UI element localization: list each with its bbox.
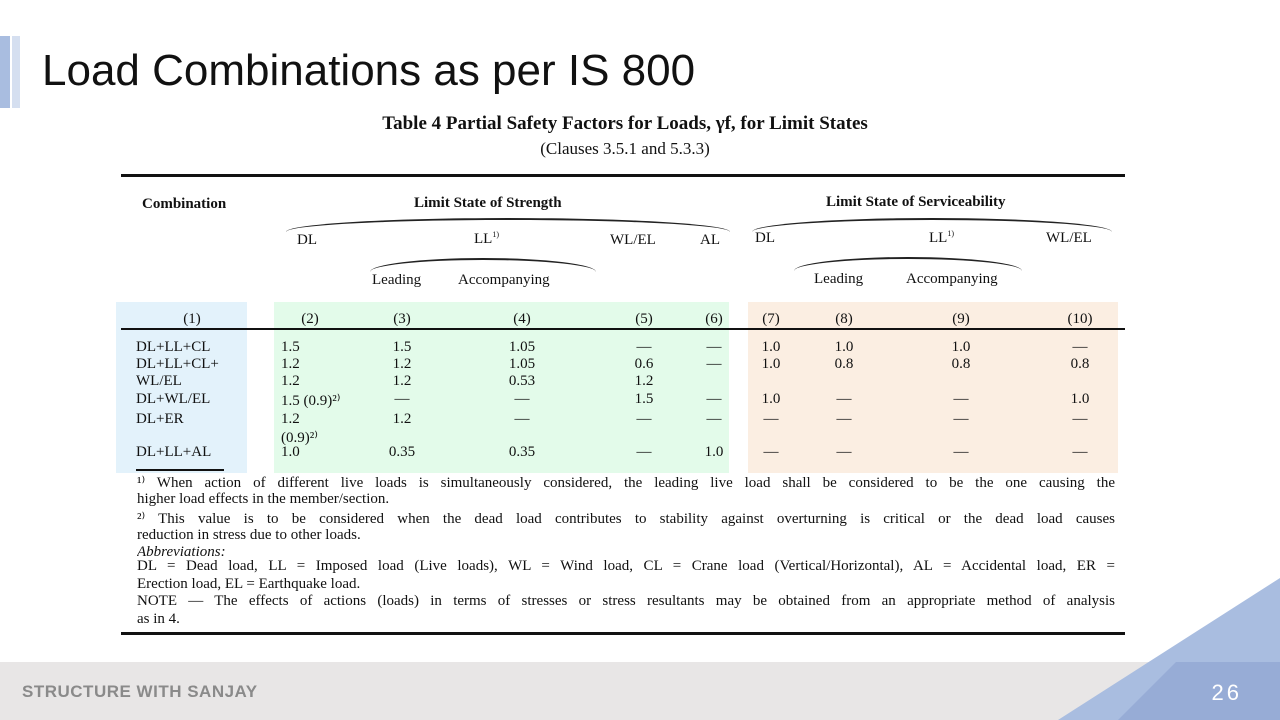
factor-cell: 1.5 — [634, 391, 654, 407]
strength-brace — [286, 218, 730, 232]
factor-cell: — — [706, 391, 722, 407]
factor-cell: 1.0 — [1070, 391, 1090, 407]
factor-cell: — — [394, 391, 410, 407]
factor-cell: 1.05 — [508, 339, 536, 355]
factor-cell: — — [953, 444, 969, 460]
column-number: (1) — [183, 311, 201, 327]
column-number: (4) — [513, 311, 531, 327]
footnote-line: ¹⁾ When action of different live loads is simultaneously considered, the leading live load shall be considered to be the one causing the — [137, 475, 1115, 491]
service-wlel: WL/EL — [1046, 230, 1092, 246]
corner-decoration — [1058, 578, 1280, 720]
combination-cell: DL+LL+CL+ — [136, 356, 219, 372]
combination-cell: DL+LL+AL — [136, 444, 212, 460]
ll-label: LL — [929, 230, 948, 246]
header-rule — [121, 328, 1125, 330]
table-title: Table 4 Partial Safety Factors for Loads, γf, for Limit States — [382, 113, 868, 134]
factor-cell: — — [636, 411, 652, 427]
slide-number: 26 — [1211, 680, 1242, 705]
service-ll-brace — [794, 257, 1022, 271]
factor-cell: 0.8 — [951, 356, 971, 372]
footnote-line: ²⁾ This value is to be considered when the dead load contributes to stability against overturning is critical or the dead load causes — [137, 511, 1115, 527]
column-number: (5) — [635, 311, 653, 327]
factor-cell: — — [953, 391, 969, 407]
bottom-rule — [121, 632, 1125, 635]
factor-cell: 1.5 — [392, 339, 412, 355]
combination-header: Combination — [142, 196, 227, 212]
factor-cell: — — [636, 444, 652, 460]
strength-wlel: WL/EL — [610, 232, 656, 248]
factor-cell: 0.8 — [834, 356, 854, 372]
column-number: (9) — [952, 311, 970, 327]
column-number: (7) — [762, 311, 780, 327]
strength-leading: Leading — [372, 272, 422, 288]
short-rule — [136, 469, 224, 471]
strength-ll-brace — [370, 258, 596, 272]
factor-cell: — — [706, 339, 722, 355]
footnote-line: reduction in stress due to other loads. — [137, 527, 361, 543]
factor-cell: — — [636, 339, 652, 355]
factor-cell: — — [1072, 444, 1088, 460]
column-number: (10) — [1067, 311, 1093, 327]
factor-cell: 1.2 — [392, 356, 412, 372]
factor-cell: — — [763, 411, 779, 427]
combination-cell: DL+WL/EL — [136, 391, 211, 407]
factor-cell: 1.2 — [634, 373, 654, 389]
combination-cell: WL/EL — [136, 373, 182, 389]
column-number: (6) — [705, 311, 723, 327]
factor-cell: 0.35 — [388, 444, 416, 460]
factor-cell: — — [1072, 411, 1088, 427]
top-rule — [121, 174, 1125, 177]
factor-cell: 1.2 — [281, 411, 300, 427]
factor-cell: — — [953, 411, 969, 427]
factor-cell: 1.2 — [281, 356, 300, 372]
service-ll — [929, 229, 954, 247]
factor-cell: — — [706, 356, 722, 372]
factor-cell: 1.0 — [761, 339, 781, 355]
strength-dl: DL — [297, 232, 317, 248]
factor-cell: — — [514, 391, 530, 407]
factor-cell: 0.8 — [1070, 356, 1090, 372]
table-subtitle: (Clauses 3.5.1 and 5.3.3) — [540, 139, 710, 158]
column-number: (8) — [835, 311, 853, 327]
factor-cell: 1.2 — [392, 411, 412, 427]
factor-cell: — — [836, 444, 852, 460]
factor-cell: 1.0 — [834, 339, 854, 355]
factor-cell: — — [836, 391, 852, 407]
slide-title: Load Combinations as per IS 800 — [42, 46, 696, 95]
strength-header: Limit State of Strength — [414, 195, 562, 211]
factor-cell: 1.0 — [704, 444, 724, 460]
factor-cell: 0.53 — [508, 373, 536, 389]
factor-cell: 1.5 — [281, 339, 300, 355]
ll-footnote: 1) — [492, 230, 499, 239]
footnote-line: Erection load, EL = Earthquake load. — [137, 576, 361, 592]
title-accent-bar — [0, 36, 10, 108]
factor-cell: 1.0 — [761, 391, 781, 407]
service-accompanying: Accompanying — [906, 271, 998, 287]
column-number: (2) — [301, 311, 319, 327]
service-leading: Leading — [814, 271, 864, 287]
factor-cell: — — [836, 411, 852, 427]
footnote-line: DL = Dead load, LL = Imposed load (Live loads), WL = Wind load, CL = Crane load (Vertical/Horizontal), AL = Accidental load, ER = — [137, 558, 1115, 574]
strength-al: AL — [700, 232, 720, 248]
strength-accompanying: Accompanying — [458, 272, 550, 288]
footnote-line: as in 4. — [137, 611, 180, 627]
footnote-line: higher load effects in the member/section. — [137, 491, 390, 507]
factor-cell: 0.35 — [508, 444, 536, 460]
factor-cell: (0.9)²⁾ — [281, 430, 318, 446]
service-dl: DL — [755, 230, 775, 246]
factor-cell: 1.0 — [951, 339, 971, 355]
strength-ll — [474, 230, 499, 248]
ll-footnote: 1) — [947, 229, 954, 238]
factor-cell: — — [763, 444, 779, 460]
factor-cell: — — [1072, 339, 1088, 355]
factor-cell: — — [514, 411, 530, 427]
factor-cell: 1.05 — [508, 356, 536, 372]
factor-cell: 1.2 — [281, 373, 300, 389]
serviceability-header: Limit State of Serviceability — [826, 194, 1006, 210]
factor-cell: 1.2 — [392, 373, 412, 389]
factor-cell: — — [706, 411, 722, 427]
ll-label: LL — [474, 231, 493, 247]
factor-cell: 1.5 (0.9)²⁾ — [281, 393, 341, 409]
factor-cell: 1.0 — [281, 444, 300, 460]
factor-cell: 1.0 — [761, 356, 781, 372]
title-accent-bar-light — [12, 36, 20, 108]
combination-cell: DL+LL+CL — [136, 339, 211, 355]
footnote-line: Abbreviations: — [137, 544, 226, 560]
combination-cell: DL+ER — [136, 411, 184, 427]
footer-brand: STRUCTURE WITH SANJAY — [22, 682, 258, 701]
footnote-line: NOTE — The effects of actions (loads) in terms of stresses or stress resultants may be obtained from an appropriate method of analysis — [137, 593, 1115, 609]
factor-cell: 0.6 — [634, 356, 654, 372]
column-number: (3) — [393, 311, 411, 327]
